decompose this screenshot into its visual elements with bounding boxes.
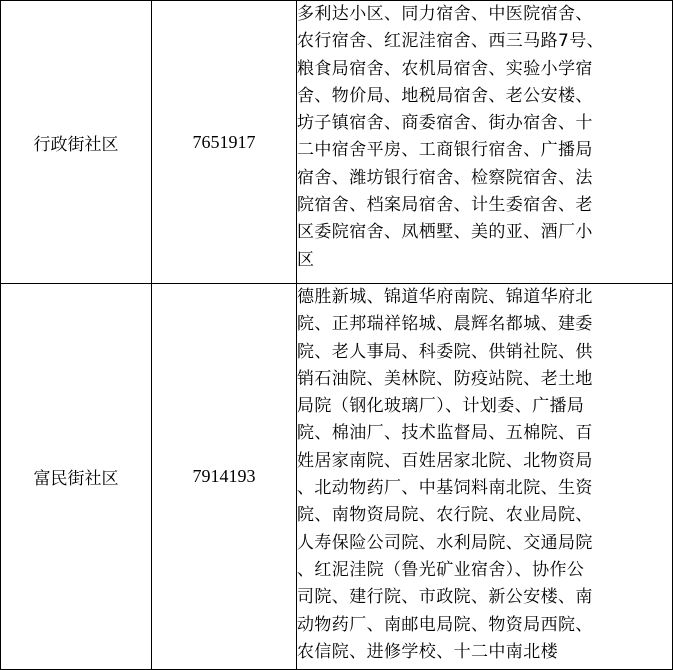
area-list-line: 区委院宿舍、凤栖墅、美的亚、酒厂小 [297, 222, 593, 243]
area-list-line: 区 [297, 249, 315, 270]
area-list-line: 院宿舍、档案局宿舍、计生委宿舍、老 [297, 195, 593, 216]
residential-area-list-cell [297, 284, 673, 670]
area-list-line: 司院、建行院、市政院、新公安楼、南 [297, 587, 593, 608]
area-list-line: 舍、物价局、地税局宿舍、老公安楼、 [297, 85, 593, 106]
community-name-cell: 富民街社区 [1, 284, 152, 670]
community-name-cell: 行政街社区 [1, 1, 152, 284]
area-list-line: 二中宿舍平房、工商银行宿舍、广播局 [297, 140, 593, 161]
table-row [1, 1, 673, 284]
phone-number-cell: 7651917 [152, 1, 297, 284]
area-list-line: 宿舍、潍坊银行宿舍、检察院宿舍、法 [297, 167, 593, 188]
area-list-line: 人寿保险公司院、水利局院、交通局院 [297, 532, 593, 553]
area-list-line: 姓居家南院、百姓居家北院、北物资局 [297, 450, 593, 471]
area-list-line: 院、南物资局院、农行院、农业局院、 [297, 505, 593, 526]
area-list-line: 院、棉油厂、技术监督局、五棉院、百 [297, 423, 593, 444]
phone-number-cell: 7914193 [152, 284, 297, 670]
table-row [1, 284, 673, 670]
residential-area-list-cell [297, 1, 673, 284]
area-list-line: 粮食局宿舍、农机局宿舍、实验小学宿 [297, 58, 593, 79]
area-list-line: 局院（钢化玻璃厂）、计划委、广播局 [297, 396, 585, 417]
area-list-line: 院、正邦瑞祥铭城、晨辉名都城、建委 [297, 314, 593, 335]
area-list-line: 坊子镇宿舍、商委宿舍、街办宿舍、十 [297, 113, 593, 134]
area-list-line: 、红泥洼院（鲁光矿业宿舍）、协作公 [297, 559, 585, 580]
area-list-line: 多利达小区、同力宿舍、中医院宿舍、 [297, 4, 593, 24]
area-list-line: 、北动物药厂、中基饲料南北院、生资 [297, 478, 593, 499]
area-list-line: 农行宿舍、红泥洼宿舍、西三马路7号、 [297, 31, 605, 52]
area-list-line: 动物药厂、南邮电局院、物资局西院、 [297, 614, 593, 635]
area-list-line: 销石油院、美林院、防疫站院、老土地 [297, 368, 593, 389]
area-list-line: 农信院、进修学校、十二中南北楼 [297, 641, 558, 662]
area-list-line: 德胜新城、锦道华府南院、锦道华府北 [297, 287, 593, 307]
area-list-line: 院、老人事局、科委院、供销社院、供 [297, 341, 593, 362]
